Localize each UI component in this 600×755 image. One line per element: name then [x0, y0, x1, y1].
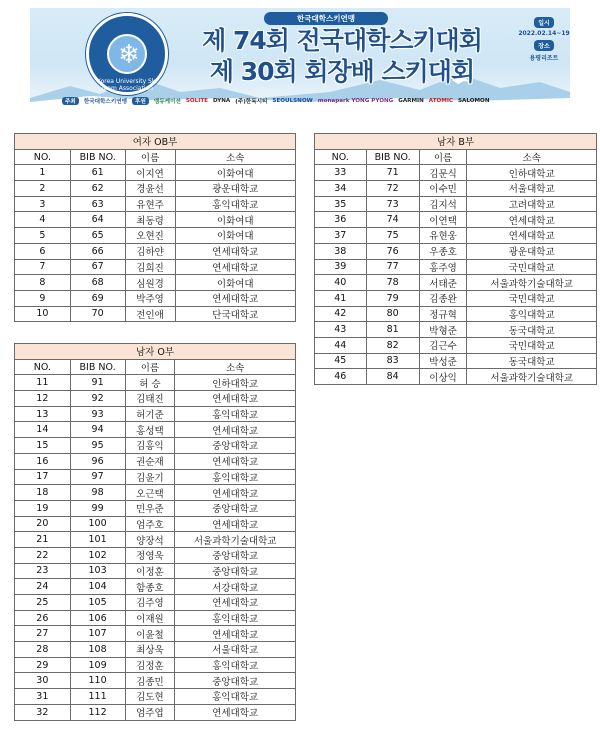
- affiliation-cell: 서울대학교: [175, 642, 296, 658]
- no-cell: 16: [15, 453, 71, 469]
- affiliation-cell: 연세대학교: [175, 290, 296, 306]
- bib-cell: 61: [70, 165, 125, 181]
- affiliation-cell: 중앙대학교: [175, 673, 296, 689]
- name-cell: 전인애: [125, 306, 175, 322]
- affiliation-cell: 홍익대학교: [175, 689, 296, 705]
- table-row: [15, 704, 296, 720]
- table-row: [15, 290, 296, 306]
- bib-cell: 95: [70, 438, 125, 454]
- table-row: [15, 406, 296, 422]
- bib-cell: 76: [366, 243, 419, 259]
- affiliation-cell: 홍익대학교: [175, 610, 296, 626]
- table-row: [315, 181, 597, 197]
- name-cell: 유현주: [125, 196, 175, 212]
- table-row: [15, 563, 296, 579]
- sponsor-logo: SEOULSNOW: [272, 98, 313, 104]
- table-row: [15, 196, 296, 212]
- name-cell: 김문식: [419, 165, 467, 181]
- sponsor-logo: (주)한독시티: [235, 99, 268, 105]
- table-row: [15, 228, 296, 244]
- name-cell: 김윤기: [125, 469, 175, 485]
- bib-cell: 110: [70, 673, 125, 689]
- affiliation-cell: 광운대학교: [467, 243, 597, 259]
- affiliation-cell: 이화여대: [175, 165, 296, 181]
- no-cell: 8: [15, 275, 71, 291]
- table-row: [15, 610, 296, 626]
- no-cell: 26: [15, 610, 71, 626]
- bib-cell: 66: [70, 243, 125, 259]
- table-row: [315, 275, 597, 291]
- name-cell: 오현진: [125, 228, 175, 244]
- affiliation-cell: 인하대학교: [175, 375, 296, 391]
- affiliation-header: 소속: [175, 359, 296, 375]
- bib-cell: 99: [70, 500, 125, 516]
- bib-cell: 78: [366, 275, 419, 291]
- bib-cell: 74: [366, 212, 419, 228]
- bib-cell: 84: [366, 369, 419, 385]
- no-cell: 36: [315, 212, 367, 228]
- bib-cell: 106: [70, 610, 125, 626]
- no-cell: 35: [315, 196, 367, 212]
- bib-cell: 112: [70, 704, 125, 720]
- sponsor-logo: SOLITE: [185, 98, 208, 104]
- name-cell: 정영욱: [125, 547, 175, 563]
- table-title-row: [15, 134, 296, 150]
- table-row: [315, 337, 597, 353]
- host-label: 주최: [62, 97, 79, 105]
- name-header: 이름: [125, 359, 175, 375]
- affiliation-cell: 홍익대학교: [175, 406, 296, 422]
- bib-cell: 109: [70, 657, 125, 673]
- bib-cell: 62: [70, 181, 125, 197]
- venue-label: 장소: [534, 40, 554, 51]
- no-cell: 45: [315, 353, 367, 369]
- affiliation-cell: 연세대학교: [175, 626, 296, 642]
- table-row: [315, 228, 597, 244]
- bib-cell: 81: [366, 322, 419, 338]
- bib-cell: 94: [70, 422, 125, 438]
- table-row: [15, 453, 296, 469]
- name-cell: 허기준: [125, 406, 175, 422]
- affiliation-cell: 홍익대학교: [467, 306, 597, 322]
- bib-cell: 96: [70, 453, 125, 469]
- no-cell: 27: [15, 626, 71, 642]
- no-cell: 33: [315, 165, 367, 181]
- federation-ribbon: 한국대학스키연맹: [264, 12, 388, 25]
- no-cell: 4: [15, 212, 71, 228]
- table-row: [15, 275, 296, 291]
- name-cell: 양장석: [125, 532, 175, 548]
- name-cell: 최동령: [125, 212, 175, 228]
- table-row: [15, 532, 296, 548]
- name-cell: 서태준: [419, 275, 467, 291]
- host-name: 한국대학스키연맹: [83, 99, 128, 105]
- no-header: NO.: [15, 149, 71, 165]
- affiliation-cell: 중앙대학교: [175, 563, 296, 579]
- name-cell: 박주영: [125, 290, 175, 306]
- column-header-row: [15, 149, 296, 165]
- table-row: [315, 290, 597, 306]
- sponsor-logo: ATOMIC: [428, 98, 454, 104]
- table-row: [15, 306, 296, 322]
- affiliation-cell: 연세대학교: [175, 516, 296, 532]
- no-cell: 21: [15, 532, 71, 548]
- no-cell: 17: [15, 469, 71, 485]
- men-o-table: [14, 343, 296, 721]
- no-header: NO.: [15, 359, 71, 375]
- affiliation-cell: 중앙대학교: [175, 500, 296, 516]
- table-title: 남자 B부: [315, 134, 597, 150]
- bib-cell: 83: [366, 353, 419, 369]
- no-cell: 12: [15, 391, 71, 407]
- no-cell: 10: [15, 306, 71, 322]
- name-cell: 김종완: [419, 290, 467, 306]
- table-row: [15, 422, 296, 438]
- affiliation-cell: 이화여대: [175, 212, 296, 228]
- name-cell: 오근택: [125, 485, 175, 501]
- no-cell: 43: [315, 322, 367, 338]
- affiliation-cell: 연세대학교: [467, 228, 597, 244]
- table-row: [315, 322, 597, 338]
- name-cell: 이윤철: [125, 626, 175, 642]
- affiliation-cell: 연세대학교: [175, 485, 296, 501]
- affiliation-cell: 서울대학교: [467, 181, 597, 197]
- no-cell: 40: [315, 275, 367, 291]
- bib-cell: 91: [70, 375, 125, 391]
- sponsor-label: 후원: [132, 97, 149, 105]
- table-row: [15, 516, 296, 532]
- bib-cell: 100: [70, 516, 125, 532]
- snowflake-icon: ❄: [118, 40, 140, 70]
- bib-cell: 63: [70, 196, 125, 212]
- affiliation-cell: 국민대학교: [467, 259, 597, 275]
- table-row: [315, 212, 597, 228]
- name-cell: 김종민: [125, 673, 175, 689]
- name-cell: 김홍익: [125, 438, 175, 454]
- bib-cell: 107: [70, 626, 125, 642]
- affiliation-cell: 단국대학교: [175, 306, 296, 322]
- table-row: [315, 353, 597, 369]
- sponsor-logo: 엠듀케이션: [153, 99, 181, 105]
- no-cell: 9: [15, 290, 71, 306]
- table-row: [15, 375, 296, 391]
- table-row: [15, 469, 296, 485]
- bib-cell: 75: [366, 228, 419, 244]
- affiliation-cell: 고려대학교: [467, 196, 597, 212]
- table-row: [15, 547, 296, 563]
- bib-cell: 79: [366, 290, 419, 306]
- bib-cell: 104: [70, 579, 125, 595]
- name-cell: 허 승: [125, 375, 175, 391]
- no-cell: 22: [15, 547, 71, 563]
- no-cell: 15: [15, 438, 71, 454]
- bib-cell: 93: [70, 406, 125, 422]
- name-cell: 민우준: [125, 500, 175, 516]
- table-title: 여자 OB부: [15, 134, 296, 150]
- name-cell: 이재원: [125, 610, 175, 626]
- table-row: [15, 212, 296, 228]
- name-cell: 김희진: [125, 259, 175, 275]
- event-banner: [30, 8, 570, 108]
- name-cell: 엄주엽: [125, 704, 175, 720]
- date-value: 2022.02.14~19: [518, 30, 570, 37]
- table-row: [15, 165, 296, 181]
- table-row: [15, 657, 296, 673]
- name-cell: 김근수: [419, 337, 467, 353]
- name-cell: 이정훈: [125, 563, 175, 579]
- no-cell: 34: [315, 181, 367, 197]
- federation-emblem: [86, 13, 168, 95]
- no-cell: 42: [315, 306, 367, 322]
- sponsor-logo: SALOMON: [458, 98, 490, 104]
- affiliation-header: 소속: [175, 149, 296, 165]
- men-b-table: [314, 133, 597, 385]
- bib-cell: 82: [366, 337, 419, 353]
- no-cell: 3: [15, 196, 71, 212]
- affiliation-cell: 국민대학교: [467, 290, 597, 306]
- table-title: 남자 O부: [15, 344, 296, 360]
- name-cell: 이수민: [419, 181, 467, 197]
- event-info: [518, 14, 570, 62]
- table-row: [15, 626, 296, 642]
- no-cell: 2: [15, 181, 71, 197]
- affiliation-cell: 동국대학교: [467, 322, 597, 338]
- table-row: [315, 196, 597, 212]
- affiliation-cell: 서울과학기술대학교: [467, 275, 597, 291]
- affiliation-cell: 국민대학교: [467, 337, 597, 353]
- bib-cell: 69: [70, 290, 125, 306]
- name-cell: 김도현: [125, 689, 175, 705]
- bib-cell: 92: [70, 391, 125, 407]
- no-cell: 38: [315, 243, 367, 259]
- table-row: [15, 485, 296, 501]
- bib-cell: 67: [70, 259, 125, 275]
- no-cell: 1: [15, 165, 71, 181]
- name-cell: 박형준: [419, 322, 467, 338]
- bib-cell: 64: [70, 212, 125, 228]
- affiliation-cell: 중앙대학교: [175, 438, 296, 454]
- name-cell: 함종호: [125, 579, 175, 595]
- affiliation-header: 소속: [467, 149, 597, 165]
- bib-cell: 70: [70, 306, 125, 322]
- affiliation-cell: 이화여대: [175, 228, 296, 244]
- name-cell: 권순재: [125, 453, 175, 469]
- name-cell: 김태진: [125, 391, 175, 407]
- affiliation-cell: 중앙대학교: [175, 547, 296, 563]
- no-cell: 11: [15, 375, 71, 391]
- table-row: [315, 259, 597, 275]
- table-row: [15, 243, 296, 259]
- no-cell: 6: [15, 243, 71, 259]
- name-cell: 이연택: [419, 212, 467, 228]
- name-cell: 김하얀: [125, 243, 175, 259]
- no-cell: 37: [315, 228, 367, 244]
- name-cell: 이지연: [125, 165, 175, 181]
- affiliation-cell: 연세대학교: [175, 704, 296, 720]
- bib-cell: 77: [366, 259, 419, 275]
- affiliation-cell: 연세대학교: [175, 422, 296, 438]
- table-row: [15, 181, 296, 197]
- bib-cell: 65: [70, 228, 125, 244]
- table-row: [315, 369, 597, 385]
- affiliation-cell: 연세대학교: [175, 259, 296, 275]
- bib-cell: 73: [366, 196, 419, 212]
- name-cell: 홍성택: [125, 422, 175, 438]
- table-row: [15, 689, 296, 705]
- sponsor-logo: DYNA: [212, 98, 231, 104]
- table-row: [315, 306, 597, 322]
- name-cell: 정규혁: [419, 306, 467, 322]
- table-row: [15, 579, 296, 595]
- no-cell: 25: [15, 595, 71, 611]
- date-label: 일시: [534, 17, 554, 28]
- no-cell: 19: [15, 500, 71, 516]
- table-row: [15, 259, 296, 275]
- no-cell: 5: [15, 228, 71, 244]
- affiliation-cell: 홍익대학교: [175, 469, 296, 485]
- bib-cell: 111: [70, 689, 125, 705]
- no-cell: 39: [315, 259, 367, 275]
- affiliation-cell: 연세대학교: [175, 243, 296, 259]
- affiliation-cell: 서울과학기술대학교: [175, 532, 296, 548]
- table-row: [15, 673, 296, 689]
- affiliation-cell: 연세대학교: [175, 391, 296, 407]
- affiliation-cell: 연세대학교: [175, 595, 296, 611]
- column-header-row: [15, 359, 296, 375]
- name-cell: 최상욱: [125, 642, 175, 658]
- name-header: 이름: [125, 149, 175, 165]
- bib-cell: 71: [366, 165, 419, 181]
- affiliation-cell: 이화여대: [175, 275, 296, 291]
- event-title-line2: 제 30회 회장배 스키대회: [209, 57, 475, 86]
- affiliation-cell: 동국대학교: [467, 353, 597, 369]
- name-cell: 경윤선: [125, 181, 175, 197]
- table-row: [15, 642, 296, 658]
- table-title-row: [315, 134, 597, 150]
- affiliation-cell: 연세대학교: [467, 212, 597, 228]
- affiliation-cell: 서울과학기술대학교: [467, 369, 597, 385]
- table-row: [315, 243, 597, 259]
- bib-cell: 108: [70, 642, 125, 658]
- no-cell: 14: [15, 422, 71, 438]
- affiliation-cell: 연세대학교: [175, 453, 296, 469]
- bib-cell: 97: [70, 469, 125, 485]
- bib-header: BIB NO.: [70, 149, 125, 165]
- no-cell: 31: [15, 689, 71, 705]
- table-title-row: [15, 344, 296, 360]
- no-cell: 20: [15, 516, 71, 532]
- no-cell: 44: [315, 337, 367, 353]
- venue-value: 용평리조트: [529, 55, 559, 62]
- name-cell: 엄주호: [125, 516, 175, 532]
- affiliation-cell: 광운대학교: [175, 181, 296, 197]
- name-cell: 김정훈: [125, 657, 175, 673]
- name-cell: 이상익: [419, 369, 467, 385]
- bib-cell: 105: [70, 595, 125, 611]
- no-cell: 23: [15, 563, 71, 579]
- bib-cell: 68: [70, 275, 125, 291]
- sponsor-logo: GARMIN: [398, 98, 424, 104]
- women-ob-table: [14, 133, 296, 322]
- table-row: [15, 438, 296, 454]
- table-row: [15, 500, 296, 516]
- sponsor-logo: monapark YONG PYONG: [317, 98, 394, 104]
- name-cell: 박성준: [419, 353, 467, 369]
- name-header: 이름: [419, 149, 467, 165]
- affiliation-cell: 인하대학교: [467, 165, 597, 181]
- no-cell: 29: [15, 657, 71, 673]
- name-cell: 홍주영: [419, 259, 467, 275]
- no-cell: 18: [15, 485, 71, 501]
- bib-cell: 72: [366, 181, 419, 197]
- event-title-line1: 제 74회 전국대학스키대회: [202, 26, 482, 55]
- no-cell: 28: [15, 642, 71, 658]
- bib-cell: 101: [70, 532, 125, 548]
- emblem-caption: Korea University Ski Team Association: [96, 78, 158, 92]
- affiliation-cell: 홍익대학교: [175, 657, 296, 673]
- table-row: [15, 595, 296, 611]
- affiliation-cell: 홍익대학교: [175, 196, 296, 212]
- table-row: [315, 165, 597, 181]
- name-cell: 유현웅: [419, 228, 467, 244]
- bib-cell: 102: [70, 547, 125, 563]
- no-cell: 24: [15, 579, 71, 595]
- no-cell: 13: [15, 406, 71, 422]
- name-cell: 김주영: [125, 595, 175, 611]
- bib-header: BIB NO.: [70, 359, 125, 375]
- bib-cell: 98: [70, 485, 125, 501]
- no-cell: 41: [315, 290, 367, 306]
- name-cell: 우종호: [419, 243, 467, 259]
- table-row: [15, 391, 296, 407]
- bib-cell: 80: [366, 306, 419, 322]
- name-cell: 심원경: [125, 275, 175, 291]
- column-header-row: [315, 149, 597, 165]
- no-cell: 32: [15, 704, 71, 720]
- sponsor-row: [62, 95, 542, 107]
- affiliation-cell: 서강대학교: [175, 579, 296, 595]
- no-cell: 30: [15, 673, 71, 689]
- no-header: NO.: [315, 149, 367, 165]
- bib-header: BIB NO.: [366, 149, 419, 165]
- no-cell: 46: [315, 369, 367, 385]
- no-cell: 7: [15, 259, 71, 275]
- bib-cell: 103: [70, 563, 125, 579]
- name-cell: 김지석: [419, 196, 467, 212]
